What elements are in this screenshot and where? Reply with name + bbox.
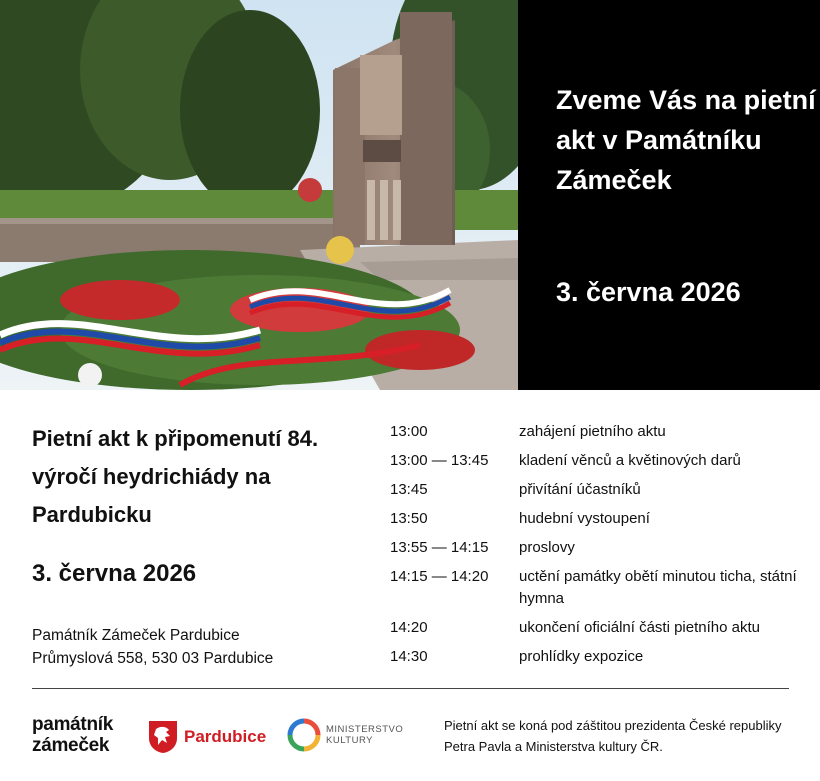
ministry-logo-label [326, 724, 403, 746]
divider [32, 688, 789, 689]
schedule-activity: kladení věnců a květinových darů [519, 452, 741, 469]
event-date: 3. června 2026 [32, 560, 197, 587]
venue [32, 624, 273, 670]
logo-line-1: památník [32, 714, 114, 735]
invite-date: 3. června 2026 [556, 277, 741, 307]
schedule-time: 13:45 [390, 481, 428, 498]
schedule-activity: přivítání účastníků [519, 481, 641, 498]
schedule-activity: ukončení oficiální části pietního aktu [519, 619, 760, 636]
schedule-activity: hudební vystoupení [519, 510, 650, 527]
pamatnik-zamecek-logo [32, 714, 113, 756]
pardubice-logo-label: Pardubice [184, 727, 267, 746]
schedule-time: 14:30 [390, 648, 428, 665]
ministry-of-culture-logo [287, 718, 403, 752]
schedule-row [390, 450, 810, 472]
invite-heading: Zveme Vás na pietní akt v Památníku Zámeček [556, 85, 816, 195]
venue-name: Památník Zámeček Pardubice [32, 627, 240, 644]
ministry-ring-icon [287, 718, 321, 752]
schedule-row [390, 537, 810, 559]
pardubice-shield-icon [148, 720, 178, 754]
schedule-row [390, 566, 810, 610]
ministry-logo-line-1: MINISTERSTVO [326, 724, 404, 735]
schedule-time: 14:15 — 14:20 [390, 568, 489, 585]
schedule-activity: prohlídky expozice [519, 648, 644, 665]
logo-line-2: zámeček [32, 735, 110, 756]
schedule-time: 14:20 [390, 619, 428, 636]
schedule-time: 13:55 — 14:15 [390, 539, 489, 556]
event-title: Pietní akt k připomenutí 84. výročí heydrichiády na Pardubicku [32, 426, 319, 527]
hero-section [0, 0, 820, 390]
event-info [32, 420, 372, 534]
pardubice-logo [148, 720, 266, 754]
memorial-photo [0, 0, 518, 390]
venue-address: Průmyslová 558, 530 03 Pardubice [32, 650, 274, 667]
schedule-time: 13:00 — 13:45 [390, 452, 489, 469]
schedule-time: 13:00 [390, 423, 428, 440]
schedule-row [390, 646, 810, 668]
schedule-time: 13:50 [390, 510, 428, 527]
schedule-row [390, 508, 810, 530]
patronage-note: Pietní akt se koná pod záštitou prezidenta České republiky Petra Pavla a Ministerstva kultury ČR. [444, 718, 782, 754]
ministry-logo-line-2: KULTURY [326, 735, 373, 746]
schedule-row [390, 421, 810, 443]
schedule-row [390, 479, 810, 501]
schedule [390, 421, 810, 675]
schedule-activity: proslovy [519, 539, 575, 556]
schedule-activity: zahájení pietního aktu [519, 423, 666, 440]
schedule-row [390, 617, 810, 639]
invite-panel [518, 0, 820, 390]
schedule-activity: uctění památky obětí minutou ticha, státní hymna [519, 568, 797, 607]
